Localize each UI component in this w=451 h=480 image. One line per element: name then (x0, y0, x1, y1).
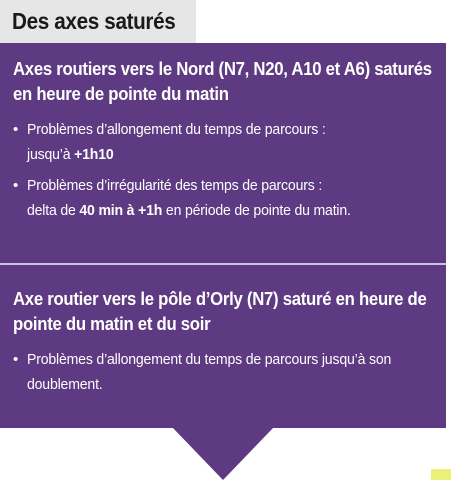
list-item (13, 173, 438, 223)
section-north-roads (0, 57, 446, 229)
bullet-line: Problèmes d’allongement du temps de parcours : (27, 121, 326, 138)
bullet-icon: • (13, 351, 19, 368)
list-item (13, 117, 438, 167)
list-item (13, 347, 438, 397)
bullet-emphasis: 40 min à +1h (79, 202, 163, 219)
bullet-icon: • (13, 177, 19, 194)
title-tab (0, 0, 196, 43)
bullet-line: Problèmes d’irrégularité des temps de parcours : (27, 177, 323, 194)
bullet-icon: • (13, 121, 19, 138)
bullet-line (27, 198, 413, 223)
bullet-list (13, 347, 438, 397)
bullet-line: Problèmes d’allongement du temps de parcours jusqu’à son (27, 351, 392, 368)
bullet-line (27, 142, 413, 167)
section-orly-road (0, 287, 446, 403)
bullet-line: doublement. (27, 376, 103, 393)
section-divider (0, 263, 446, 265)
section-heading: Axe routier vers le pôle d’Orly (N7) saturé en heure de pointe du matin et du soir (13, 289, 427, 334)
page-title: Des axes saturés (12, 8, 176, 34)
bullet-emphasis: +1h10 (74, 146, 114, 163)
bullet-list (13, 117, 438, 223)
bullet-text: delta de (27, 202, 80, 219)
bullet-text: jusqu’à (27, 146, 75, 163)
section-heading: Axes routiers vers le Nord (N7, N20, A10 et A6) saturés en heure de pointe du matin (13, 59, 432, 104)
pointer-arrow (172, 427, 274, 480)
accent-block (431, 469, 451, 480)
bullet-text: en période de pointe du matin. (162, 202, 351, 219)
info-panel (0, 43, 446, 428)
